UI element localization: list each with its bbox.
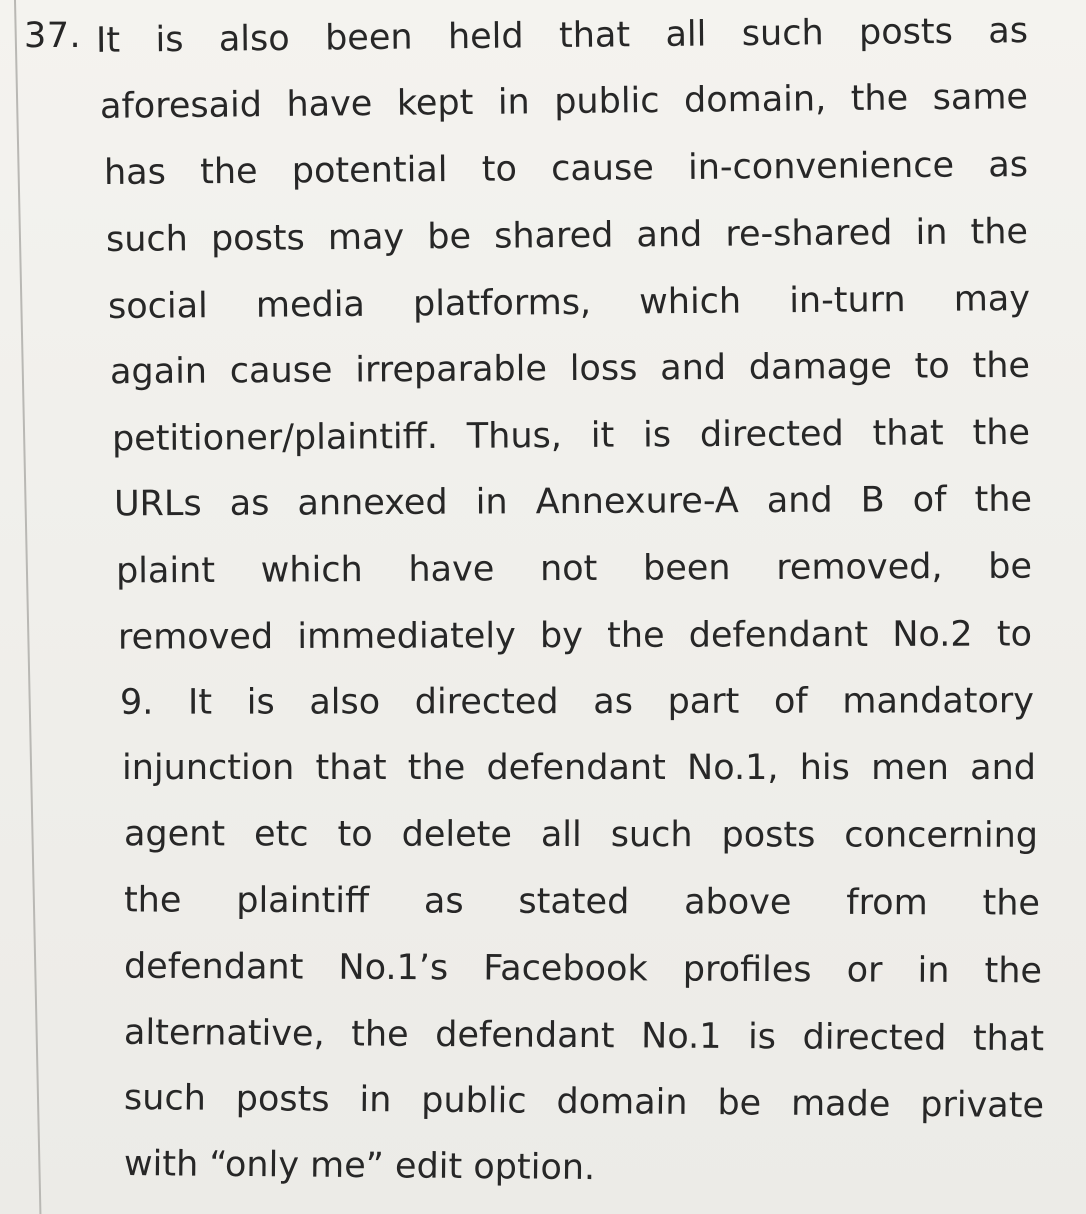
text-line: injunction that the defendant No.1, his men and [122,748,1036,788]
text-line: It is also been held that all such posts as [95,11,1029,61]
next-paragraph-fragment [60,1205,120,1214]
text-line: URLs as annexed in Annexure-A and B of the [113,479,1033,525]
text-line: the plaintiff as stated above from the [123,880,1041,924]
text-line: social media platforms, which in-turn may [107,278,1031,328]
text-line: such posts may be shared and re-shared in the [105,211,1029,261]
text-line: with “only me” edit option. [123,1143,596,1189]
text-line: agent etc to delete all such posts concerning [123,814,1039,856]
text-line: petitioner/plaintiff. Thus, it is directed that the [111,412,1031,460]
text-line: plaint which have not been removed, be [115,546,1033,592]
text-line: such posts in public domain be made private [123,1077,1045,1127]
text-line: alternative, the defendant No.1 is directed that [123,1012,1045,1060]
text-line: aforesaid have kept in public domain, the same [99,77,1029,127]
text-line: removed immediately by the defendant No.2 to [117,614,1033,658]
text-line: defendant No.1’s Facebook profiles or in the [123,946,1043,992]
paragraph-lines [24,0,1064,1214]
text-line: has the potential to cause in-convenience as [103,144,1029,194]
paragraph-number: 37. [24,16,82,56]
text-line: again cause irreparable loss and damage to the [109,345,1031,393]
text-line: 9. It is also directed as part of mandatory [119,681,1035,723]
paragraph-37 [24,0,1064,1214]
